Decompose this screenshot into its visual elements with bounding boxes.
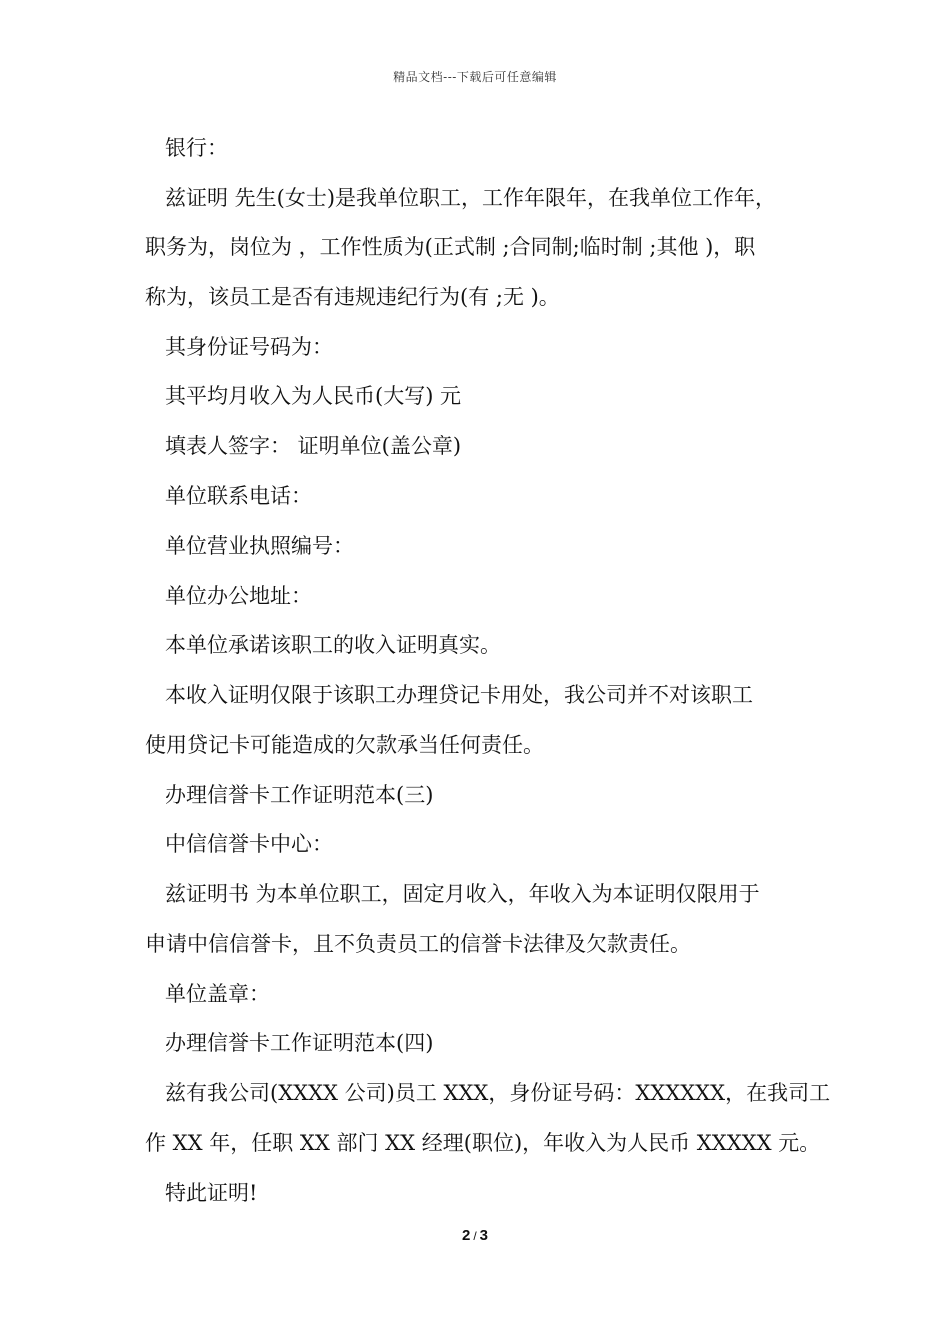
text-line: 本单位承诺该职工的收入证明真实。: [165, 633, 501, 657]
text-line: 称为，该员工是否有违规违纪行为(有 ;无 )。: [145, 285, 560, 309]
page-number: [0, 1227, 950, 1244]
text-line: 单位营业执照编号：: [165, 534, 354, 558]
text-line: 作 XX 年，任职 XX 部门 XX 经理(职位)，年收入为人民币 XXXXX 元。: [145, 1131, 821, 1155]
text-line: 单位联系电话：: [165, 484, 312, 508]
section-heading: 办理信誉卡工作证明范本(三): [165, 783, 434, 807]
text-line: 其身份证号码为：: [165, 335, 333, 359]
text-line-salutation: 银行：: [165, 136, 228, 160]
text-line: 兹有我公司(XXXX 公司)员工 XXX，身份证号码：XXXXXX，在我司工: [165, 1081, 831, 1105]
text-line: 特此证明!: [165, 1181, 258, 1205]
text-line: 本收入证明仅限于该职工办理贷记卡用处，我公司并不对该职工: [165, 683, 753, 707]
total-pages: 3: [479, 1227, 489, 1244]
text-line: 兹证明书 为本单位职工，固定月收入，年收入为本证明仅限用于: [165, 882, 760, 906]
current-page: 2: [461, 1227, 471, 1244]
text-line: 单位盖章：: [165, 982, 270, 1006]
text-line: 兹证明 先生(女士)是我单位职工，工作年限年，在我单位工作年，: [165, 186, 777, 210]
page-header: 精品文档---下载后可任意编辑: [393, 70, 557, 84]
text-line: 申请中信信誉卡，且不负责员工的信誉卡法律及欠款责任。: [145, 932, 691, 956]
text-line-salutation: 中信信誉卡中心：: [165, 832, 333, 856]
text-line: 填表人签字： 证明单位(盖公章): [165, 434, 462, 458]
page-separator: /: [473, 1229, 477, 1243]
text-line: 其平均月收入为人民币(大写) 元: [165, 384, 462, 408]
text-line: 职务为，岗位为 ，工作性质为(正式制 ;合同制;临时制 ;其他 )，职: [145, 235, 756, 259]
text-line: 使用贷记卡可能造成的欠款承当任何责任。: [145, 733, 544, 757]
text-line: 单位办公地址：: [165, 584, 312, 608]
section-heading: 办理信誉卡工作证明范本(四): [165, 1031, 434, 1055]
